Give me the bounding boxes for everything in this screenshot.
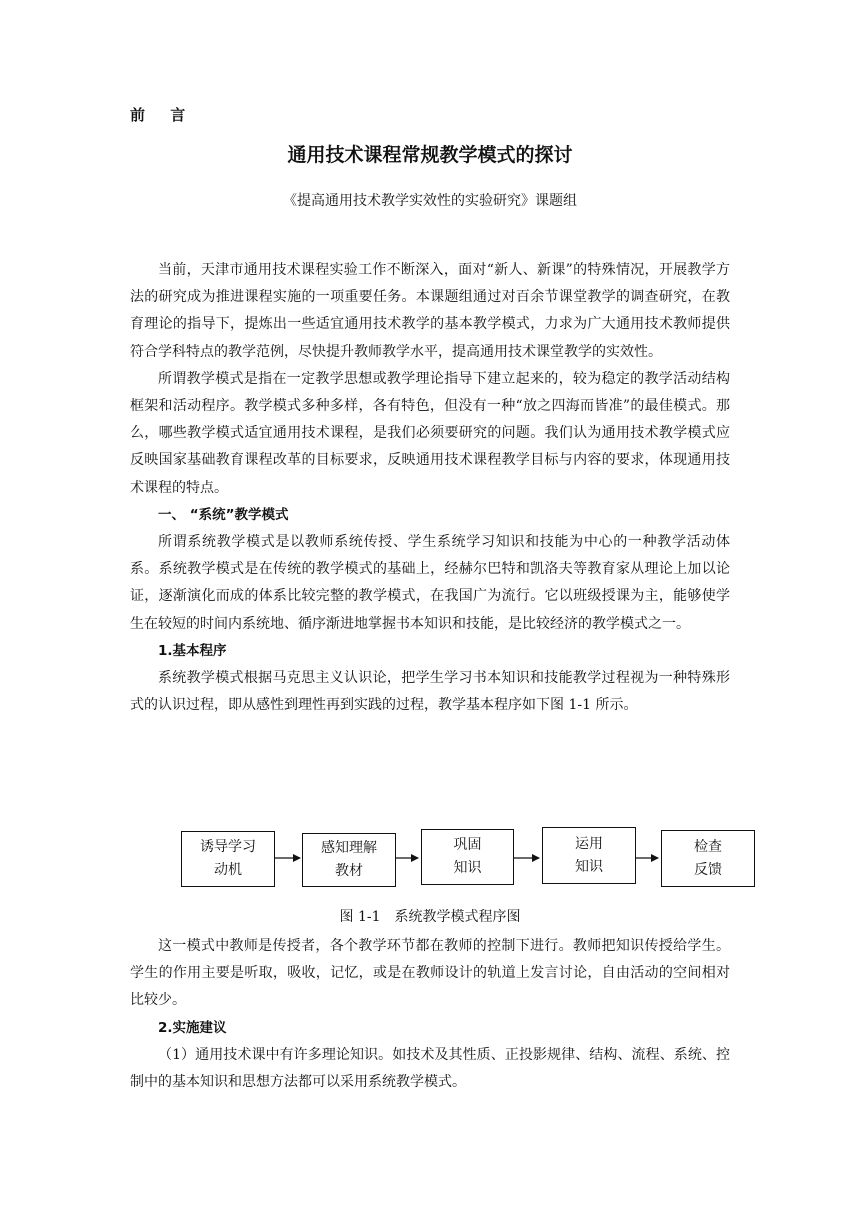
heading-basic-procedure: 1.基本程序 <box>158 642 227 659</box>
preface-label: 前 言 <box>130 106 196 124</box>
flow-step-5-line2: 反馈 <box>694 861 722 878</box>
body-section-a <box>130 257 730 719</box>
paragraph-intro: 当前，天津市通用技术课程实验工作不断深入，面对“新人、新课”的特殊情况，开展教学方法的研究成为推进课程实施的一项重要任务。本课题组通过对百余节课堂教学的调查研究，在教育理论的指导下，提炼出一些适宜通用技术教学的基本教学模式，力求为广大通用技术教师提供符合学科特点的教学范例，尽快提升教师教学水平，提高通用技术课堂教学的实效性。 <box>130 262 730 360</box>
flow-step-1-line2: 动机 <box>214 862 242 878</box>
paragraph-procedure: 系统教学模式根据马克思主义认识论，把学生学习书本知识和技能教学过程视为一种特殊形式的认识过程，即从感性到理性再到实践的过程，教学基本程序如下图 1-1 所示。 <box>130 670 730 714</box>
flow-step-3 <box>421 829 514 885</box>
body-section-b <box>130 933 730 1096</box>
flow-step-1-line1: 诱导学习 <box>200 839 256 855</box>
flow-step-4-line1: 运用 <box>575 835 603 852</box>
heading-implementation: 2.实施建议 <box>158 1019 227 1036</box>
flow-step-2 <box>302 833 396 887</box>
flow-step-4 <box>542 827 636 884</box>
flow-step-3-line1: 巩固 <box>453 837 482 853</box>
paragraph-teacher-role: 这一模式中教师是传授者，各个教学环节都在教师的控制下进行。教师把知识传授给学生。学生的作用主要是听取，吸收，记忆，或是在教师设计的轨道上发言讨论，自由活动的空间相对比较少。 <box>130 938 730 1009</box>
paragraph-teaching-model: 所谓教学模式是指在一定教学思想或教学理论指导下建立起来的，较为稳定的教学活动结构框架和活动程序。教学模式多种多样，各有特色，但没有一种“放之四海而皆准”的最佳模式。那么，哪些教学模式适宜通用技术课程，是我们必须要研究的问题。我们认为通用技术教学模式应反映国家基础教育课程改革的目标要求，反映通用技术课程教学目标与内容的要求，体现通用技术课程的特点。 <box>130 370 730 496</box>
flow-step-4-line2: 知识 <box>575 858 603 875</box>
flow-step-2-line1: 感知理解 <box>321 840 377 856</box>
flow-step-3-line2: 知识 <box>453 860 482 876</box>
flow-step-2-line2: 教材 <box>335 863 363 879</box>
paragraph-system-model: 所谓系统教学模式是以教师系统传授、学生系统学习知识和技能为中心的一种教学活动体系。系统教学模式是在传统的教学模式的基础上，经赫尔巴特和凯洛夫等教育家从理论上加以论证，逐渐演化而成的体系比较完整的教学模式，在我国广为流行。它以班级授课为主，能够使学生在较短的时间内系统地、循序渐进地掌握书本知识和技能，是比较经济的教学模式之一。 <box>130 534 730 632</box>
document-title: 通用技术课程常规教学模式的探讨 <box>287 144 573 166</box>
flow-step-5 <box>661 830 755 887</box>
document-subtitle: 《提高通用技术教学实效性的实验研究》课题组 <box>283 193 577 209</box>
heading-system-model: 一、 “系统”教学模式 <box>158 506 289 523</box>
paragraph-suggestion-1: （1）通用技术课中有许多理论知识。如技术及其性质、正投影规律、结构、流程、系统、控制中的基本知识和思想方法都可以采用系统教学模式。 <box>130 1046 730 1091</box>
figure-caption: 图 1-1 系统教学模式程序图 <box>339 909 521 925</box>
flow-step-1 <box>181 831 275 887</box>
flow-step-5-line1: 检查 <box>694 838 722 855</box>
